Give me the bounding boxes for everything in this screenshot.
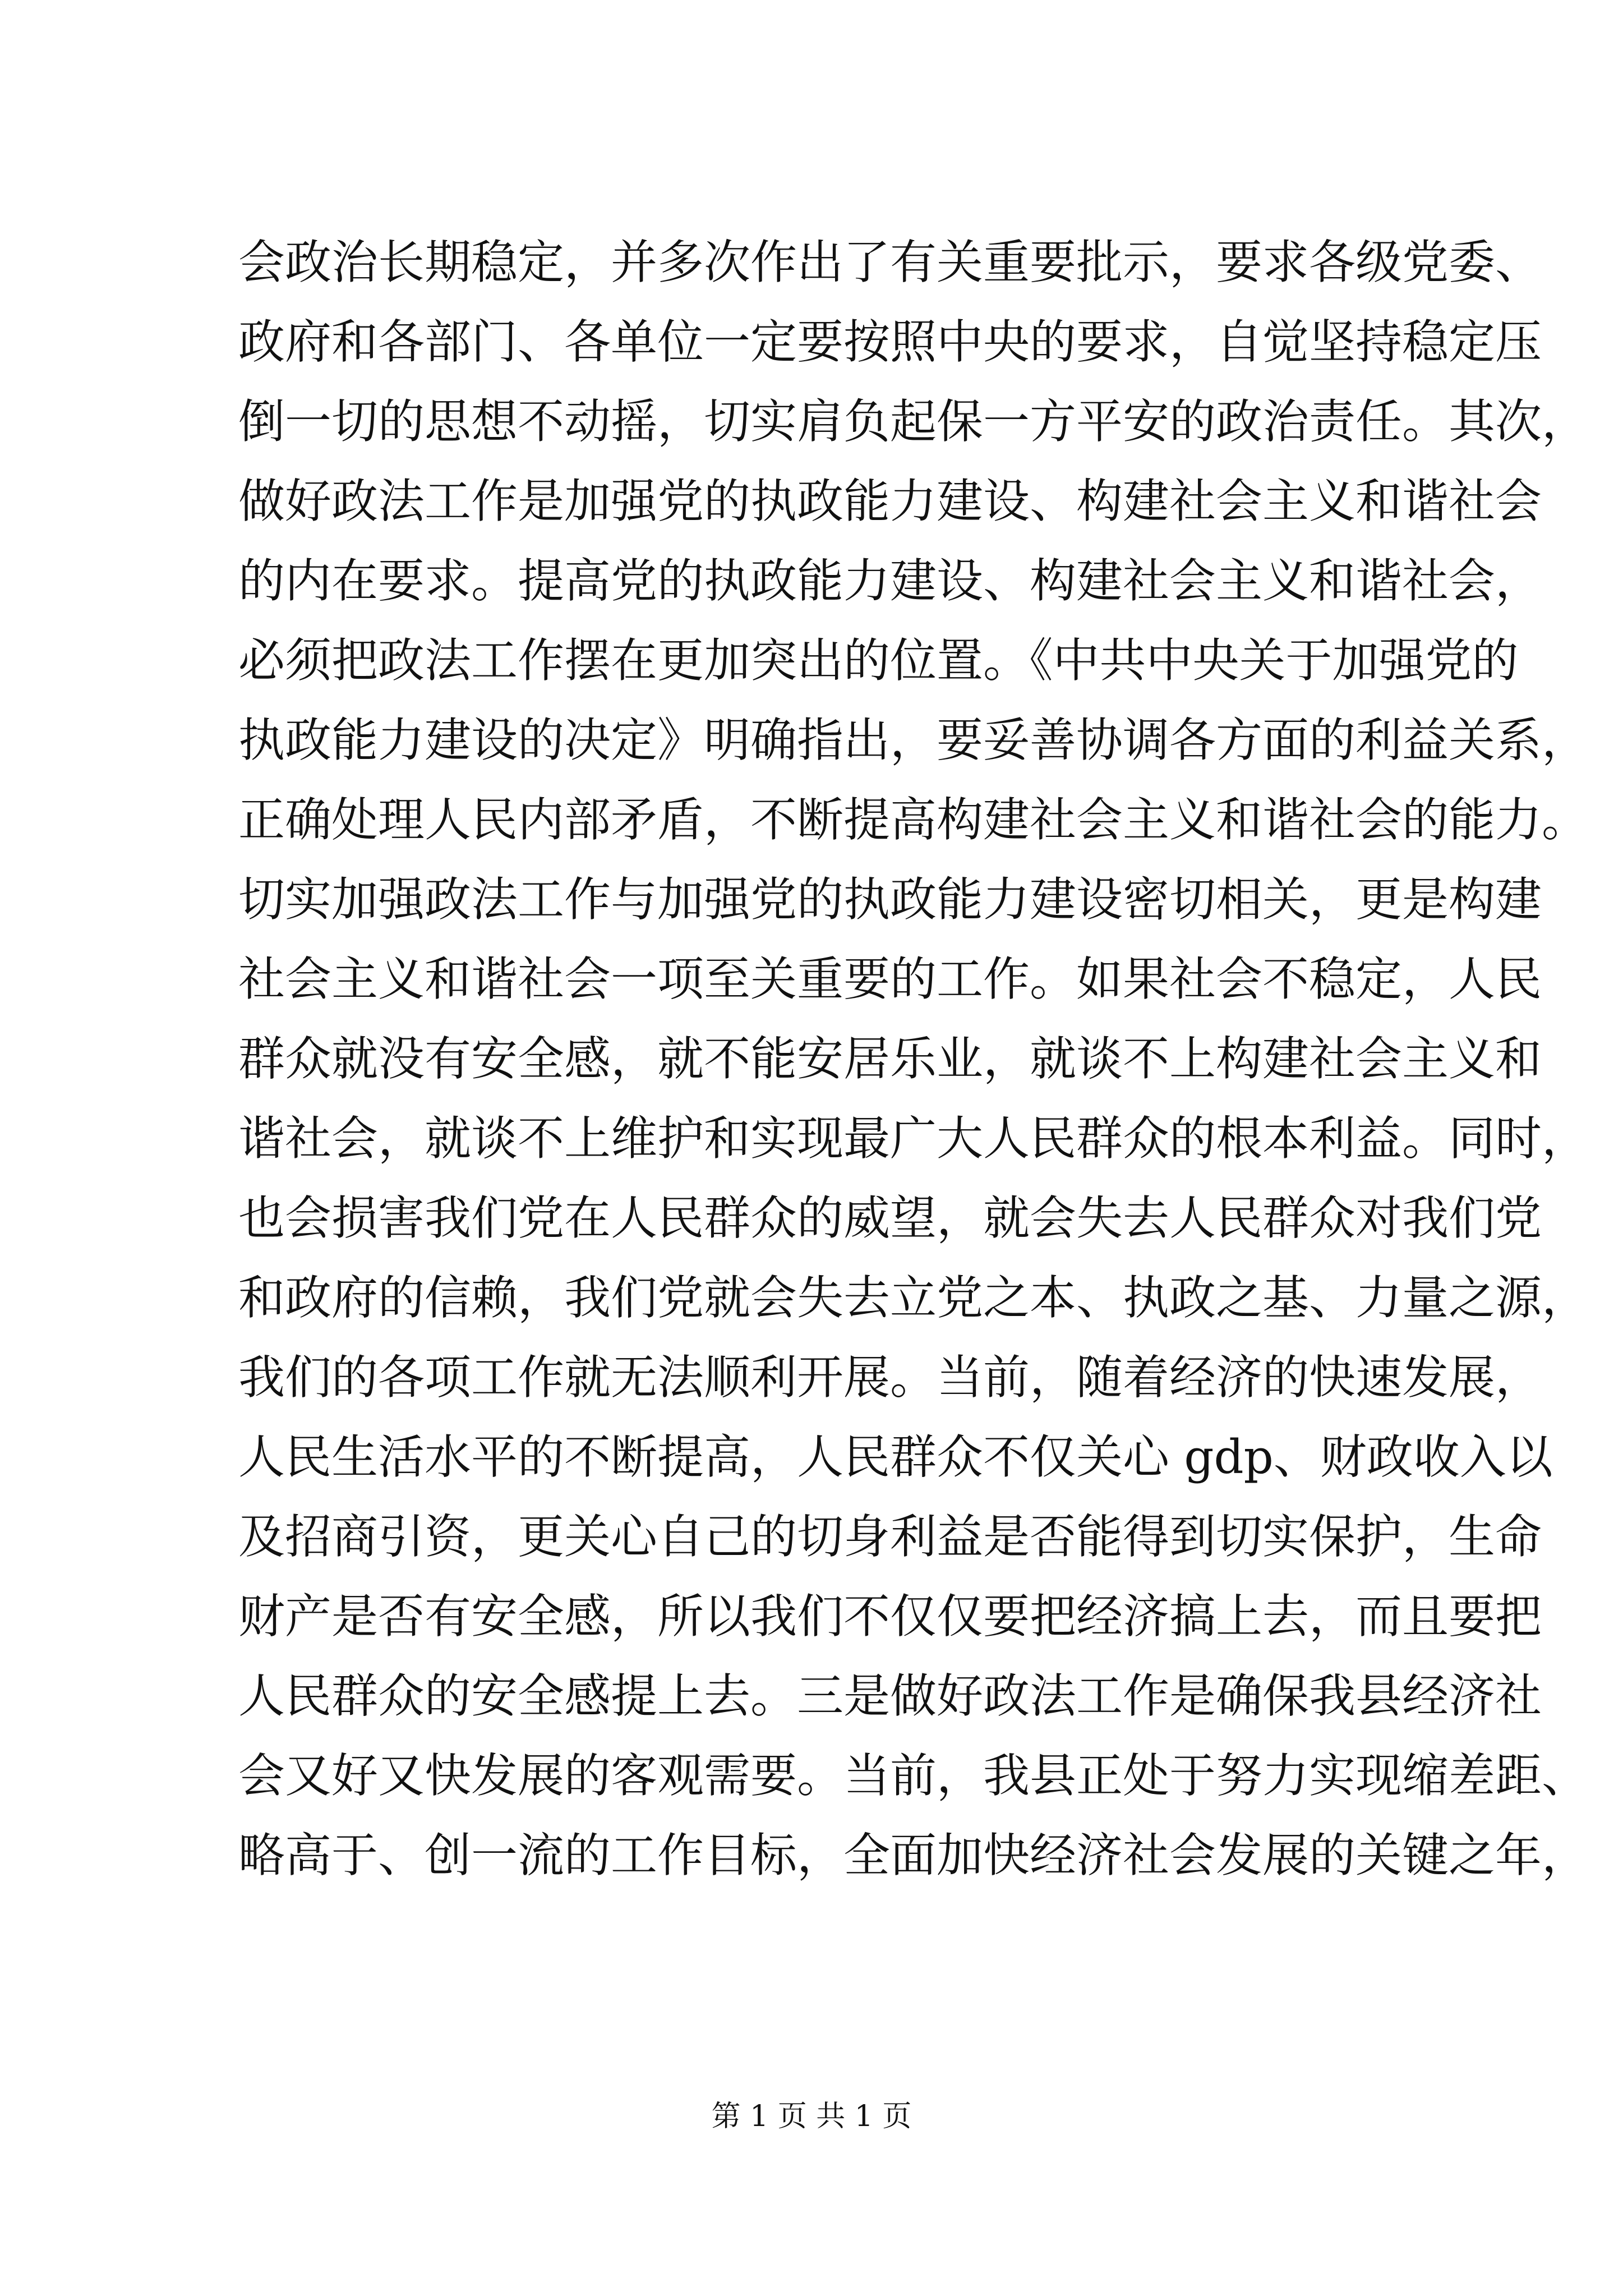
text-line: 和政府的信赖，我们党就会失去立党之本、执政之基、力量之源，: [238, 1271, 1588, 1325]
text-line: 也会损害我们党在人民群众的威望，就会失去人民群众对我们党: [238, 1191, 1542, 1245]
text-line: 必须把政法工作摆在更加突出的位置。《中共中央关于加强党的: [238, 633, 1519, 688]
text-line: 人民生活水平的不断提高，人民群众不仅关心 gdp、财政收入以: [238, 1430, 1553, 1484]
text-line: 做好政法工作是加强党的执政能力建设、构建社会主义和谐社会: [238, 474, 1542, 528]
text-line: 切实加强政法工作与加强党的执政能力建设密切相关，更是构建: [238, 872, 1542, 927]
body-text: [238, 223, 1588, 1895]
page-number: 第 1 页 共 1 页: [711, 2100, 912, 2133]
text-line: 谐社会，就谈不上维护和实现最广大人民群众的根本利益。同时，: [238, 1111, 1588, 1166]
text-line: 执政能力建设的决定》明确指出，要妥善协调各方面的利益关系，: [238, 713, 1588, 767]
text-line: 政府和各部门、各单位一定要按照中央的要求，自觉坚持稳定压: [238, 315, 1542, 369]
text-line: 群众就没有安全感，就不能安居乐业，就谈不上构建社会主义和: [238, 1032, 1542, 1086]
text-line: 略高于、创一流的工作目标，全面加快经济社会发展的关键之年，: [238, 1828, 1588, 1883]
text-line: 正确处理人民内部矛盾，不断提高构建社会主义和谐社会的能力。: [238, 793, 1588, 847]
text-line: 财产是否有安全感，所以我们不仅仅要把经济搞上去，而且要把: [238, 1589, 1542, 1644]
text-line: 及招商引资，更关心自己的切身利益是否能得到切实保护，生命: [238, 1510, 1542, 1564]
text-line: 会政治长期稳定，并多次作出了有关重要批示，要求各级党委、: [238, 235, 1542, 289]
text-line: 社会主义和谐社会一项至关重要的工作。如果社会不稳定，人民: [238, 952, 1542, 1006]
text-line: 倒一切的思想不动摇，切实肩负起保一方平安的政治责任。其次，: [238, 394, 1588, 449]
page-footer: [0, 2097, 1623, 2136]
text-line: 我们的各项工作就无法顺利开展。当前，随着经济的快速发展，: [238, 1350, 1542, 1405]
text-line: 会又好又快发展的客观需要。当前，我县正处于努力实现缩差距、: [238, 1749, 1588, 1803]
text-line: 的内在要求。提高党的执政能力建设、构建社会主义和谐社会，: [238, 554, 1542, 608]
text-line: 人民群众的安全感提上去。三是做好政法工作是确保我县经济社: [238, 1669, 1542, 1723]
